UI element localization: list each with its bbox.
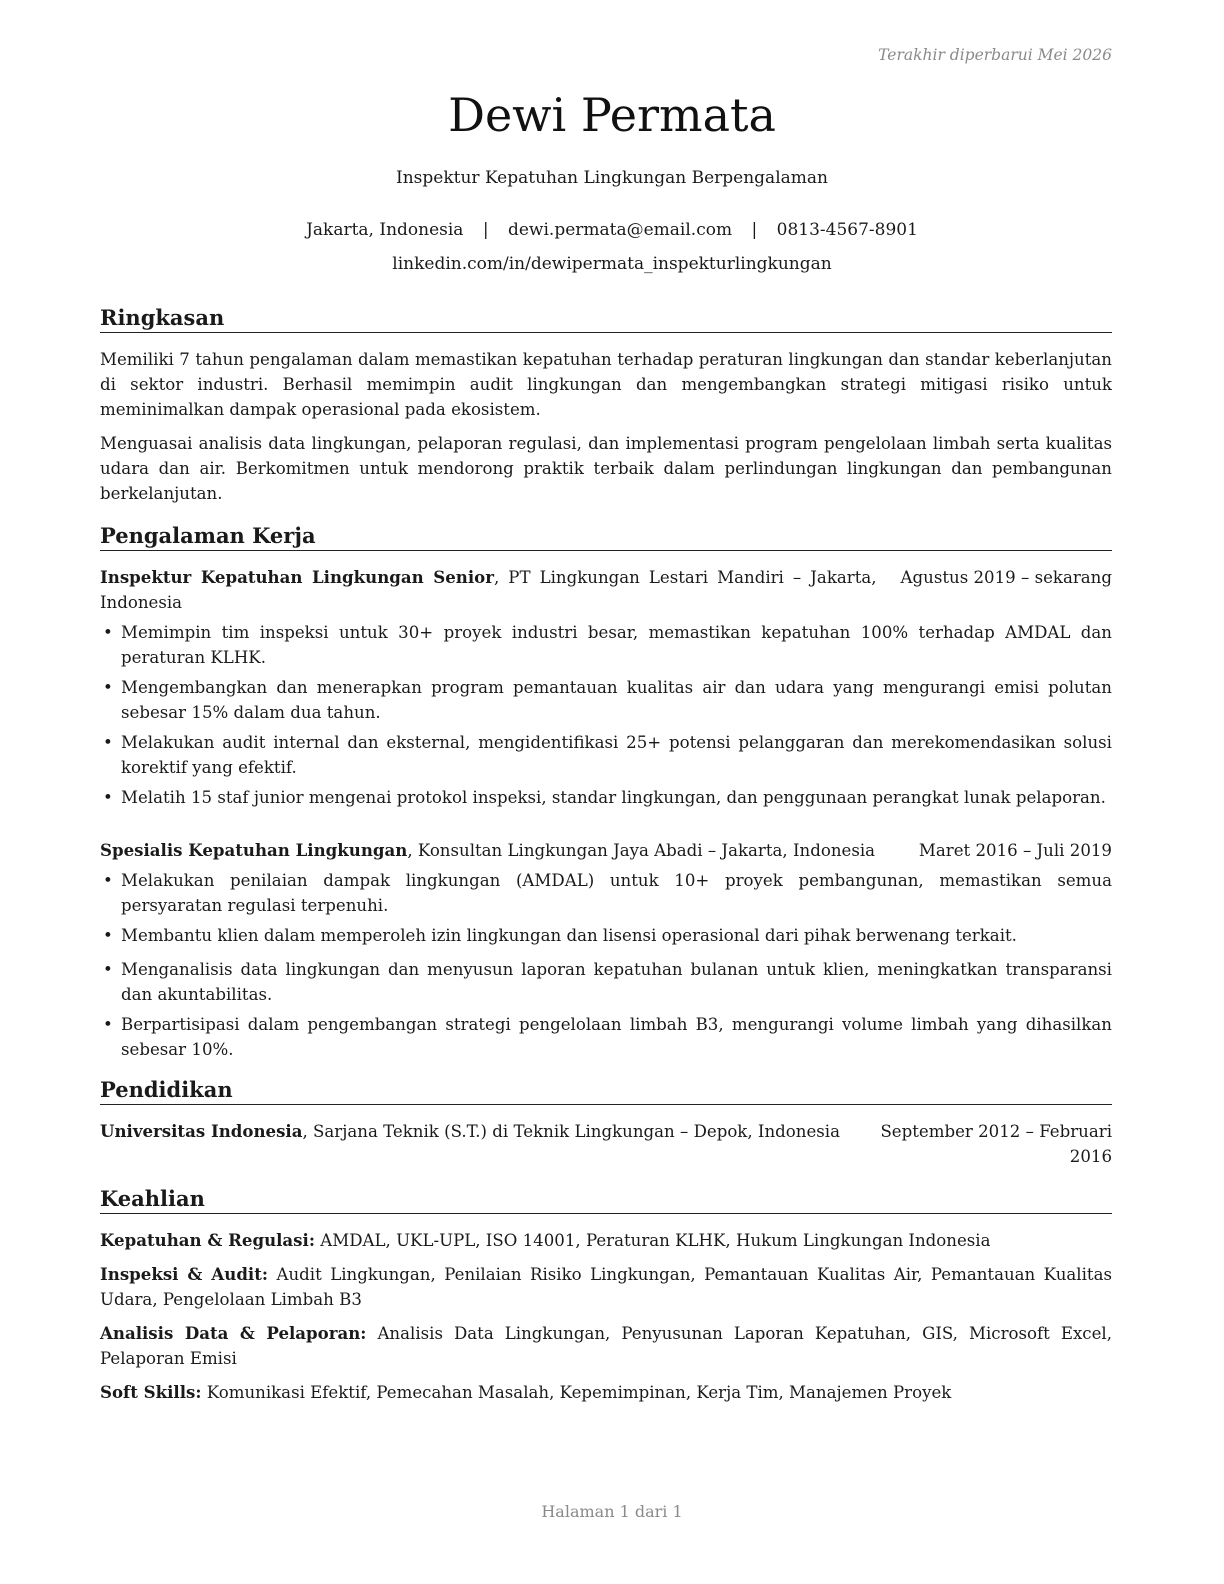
- summary-section: [100, 305, 1112, 506]
- skill-group: [100, 1262, 1112, 1312]
- list-item: • Mengembangkan dan menerapkan program pemantauan kualitas air dan udara yang mengurangi emisi polutan sebesar 15% dalam dua tahun.: [100, 675, 1112, 725]
- skill-group-label: Soft Skills:: [100, 1382, 202, 1402]
- job-position: Spesialis Kepatuhan Lingkungan: [100, 840, 408, 860]
- contact-separator: |: [482, 220, 489, 240]
- job-entry: [100, 838, 1112, 1062]
- location: Jakarta, Indonesia: [306, 220, 464, 240]
- job-bullets: [100, 620, 1112, 810]
- email-link[interactable]: dewi.permata@email.com: [507, 220, 733, 240]
- summary-paragraph: Menguasai analisis data lingkungan, pelaporan regulasi, dan implementasi program pengelolaan limbah serta kualitas udara dan air. Berkomitmen untuk mendorong praktik terbaik dalam perlindungan lingkungan dan pembangunan berkelanjutan.: [100, 434, 1112, 503]
- skill-group-label: Inspeksi & Audit:: [100, 1264, 269, 1284]
- job-entry: [100, 565, 1112, 810]
- job-title-line: [100, 565, 877, 615]
- page-number: Halaman 1 dari 1: [541, 1502, 683, 1521]
- list-item: • Berpartisipasi dalam pengembangan strategi pengelolaan limbah B3, mengurangi volume limbah yang dihasilkan sebesar 10%.: [100, 1012, 1112, 1062]
- list-item: • Melatih 15 staf junior mengenai protokol inspeksi, standar lingkungan, dan penggunaan perangkat lunak pelaporan.: [100, 785, 1112, 810]
- job-organization: , Konsultan Lingkungan Jaya Abadi – Jakarta, Indonesia: [407, 841, 876, 860]
- education-entry: [100, 1119, 1112, 1169]
- phone-number: 0813-4567-8901: [776, 220, 918, 240]
- list-item: • Melakukan audit internal dan eksternal, mengidentifikasi 25+ potensi pelanggaran dan merekomendasikan solusi korektif yang efektif.: [100, 730, 1112, 780]
- skill-group: [100, 1321, 1112, 1371]
- list-item: • Menganalisis data lingkungan dan menyusun laporan kepatuhan bulanan untuk klien, meningkatkan transparansi dan akuntabilitas.: [100, 957, 1112, 1007]
- job-title-line: [100, 838, 875, 863]
- education-dates-line: September 2012 – Februari: [880, 1122, 1112, 1141]
- experience-section: [100, 523, 1112, 1062]
- skill-group: [100, 1380, 1112, 1405]
- job-organization: , PT Lingkungan Lestari Mandiri – Jakarta, Indonesia: [100, 568, 877, 612]
- candidate-role: Inspektur Kepatuhan Lingkungan Berpengalaman: [396, 168, 828, 188]
- skill-group-label: Kepatuhan & Regulasi:: [100, 1230, 315, 1250]
- skill-group-items: Analisis Data Lingkungan, Penyusunan Laporan Kepatuhan, GIS, Microsoft Excel, Pelaporan Emisi: [100, 1324, 1112, 1368]
- job-position: Inspektur Kepatuhan Lingkungan Senior: [100, 567, 494, 587]
- skill-group-label: Analisis Data & Pelaporan:: [100, 1323, 367, 1343]
- section-title-experience: Pengalaman Kerja: [100, 523, 1112, 551]
- skill-group-items: AMDAL, UKL-UPL, ISO 14001, Peraturan KLHK, Hukum Lingkungan Indonesia: [314, 1231, 991, 1250]
- candidate-name: Dewi Permata: [448, 88, 776, 142]
- last-updated-note: Terakhir diperbarui Mei 2026: [878, 46, 1112, 64]
- education-dates-line: 2016: [1069, 1147, 1112, 1166]
- list-item: • Memimpin tim inspeksi untuk 30+ proyek industri besar, memastikan kepatuhan 100% terhadap AMDAL dan peraturan KLHK.: [100, 620, 1112, 670]
- job-dates: Maret 2016 – Juli 2019: [918, 841, 1112, 860]
- summary-paragraph: Memiliki 7 tahun pengalaman dalam memastikan kepatuhan terhadap peraturan lingkungan dan standar keberlanjutan di sektor industri. Berhasil memimpin audit lingkungan dan mengembangkan strategi mitigasi risiko untuk meminimalkan dampak operasional pada ekosistem.: [100, 350, 1112, 419]
- school-name: Universitas Indonesia: [100, 1121, 303, 1141]
- education-line: [100, 1119, 840, 1169]
- section-title-summary: Ringkasan: [100, 305, 1112, 333]
- degree: , Sarjana Teknik (S.T.) di Teknik Lingkungan – Depok, Indonesia: [302, 1122, 840, 1141]
- job-bullets: [100, 868, 1112, 1062]
- list-item: • Melakukan penilaian dampak lingkungan (AMDAL) untuk 10+ proyek pembangunan, memastikan semua persyaratan regulasi terpenuhi.: [100, 868, 1112, 918]
- skill-group-items: Audit Lingkungan, Penilaian Risiko Lingkungan, Pemantauan Kualitas Air, Pemantauan Kualitas Udara, Pengelolaan Limbah B3: [100, 1265, 1112, 1309]
- job-header: [100, 838, 1112, 863]
- contact-separator: |: [751, 220, 758, 240]
- section-title-skills: Keahlian: [100, 1186, 1112, 1214]
- linkedin-link[interactable]: linkedin.com/in/dewipermata_inspekturlingkungan: [392, 254, 832, 274]
- skills-section: [100, 1186, 1112, 1405]
- contact-line: [0, 220, 1224, 240]
- skill-group-items: Komunikasi Efektif, Pemecahan Masalah, Kepemimpinan, Kerja Tim, Manajemen Proyek: [201, 1383, 952, 1402]
- education-section: [100, 1077, 1112, 1169]
- section-title-education: Pendidikan: [100, 1077, 1112, 1105]
- skill-group: [100, 1228, 1112, 1253]
- job-header: [100, 565, 1112, 615]
- education-dates: [856, 1119, 1112, 1169]
- job-dates: Agustus 2019 – sekarang: [900, 568, 1112, 587]
- list-item: • Membantu klien dalam memperoleh izin lingkungan dan lisensi operasional dari pihak berwenang terkait.: [100, 923, 1112, 948]
